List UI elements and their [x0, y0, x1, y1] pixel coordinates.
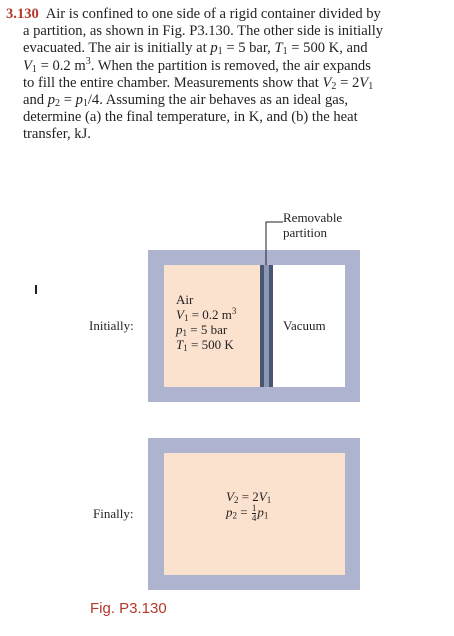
vacuum-label: Vacuum	[283, 318, 326, 333]
problem-line-7: determine (a) the final temperature, in K, and (b) the heat	[23, 109, 358, 126]
figure-caption: Fig. P3.130	[90, 600, 167, 617]
partition-label: Removable partition	[283, 210, 343, 240]
p1-value: $p_1 = 5$ bar	[176, 322, 228, 338]
one-quarter-fraction: $\frac{1}{4}$	[251, 503, 257, 523]
problem-line-8: transfer, kJ.	[23, 126, 91, 143]
finally-label: Finally:	[93, 506, 134, 521]
problem-line-6: and $p_2 = p_1/4$. Assuming the air behaves as an ideal gas,	[23, 92, 349, 110]
margin-mark	[35, 285, 37, 294]
final-state-values	[226, 489, 271, 523]
problem-line-1: Air is confined to one side of a rigid container divided by	[45, 6, 381, 22]
p2-value: $p_2$ = $\frac{1}{4}$ $p_1$	[226, 503, 269, 523]
initial-state-values	[176, 292, 236, 352]
v2-value: $V_2 = 2V_1$	[226, 489, 272, 505]
problem-line-5: to fill the entire chamber. Measurements show that $V_2 = 2V_1$	[23, 74, 374, 92]
air-label: Air	[176, 292, 194, 307]
problem-line-3: evacuated. The air is initially at $p_1 = 5$ bar, $T_1 = 500$ K, and	[23, 40, 368, 58]
problem-number: 3.130	[6, 6, 39, 22]
problem-line-4: $V_1 = 0.2$ $m^3$. When the partition is removed, the air expands	[23, 55, 371, 75]
initially-label: Initially:	[89, 318, 134, 333]
problem-line-2: a partition, as shown in Fig. P3.130. The other side is initially	[23, 23, 384, 40]
t1-value: $T_1 = 500$ K	[176, 337, 234, 353]
v1-value: $V_1 = 0.2$ $m^3$	[176, 306, 237, 323]
